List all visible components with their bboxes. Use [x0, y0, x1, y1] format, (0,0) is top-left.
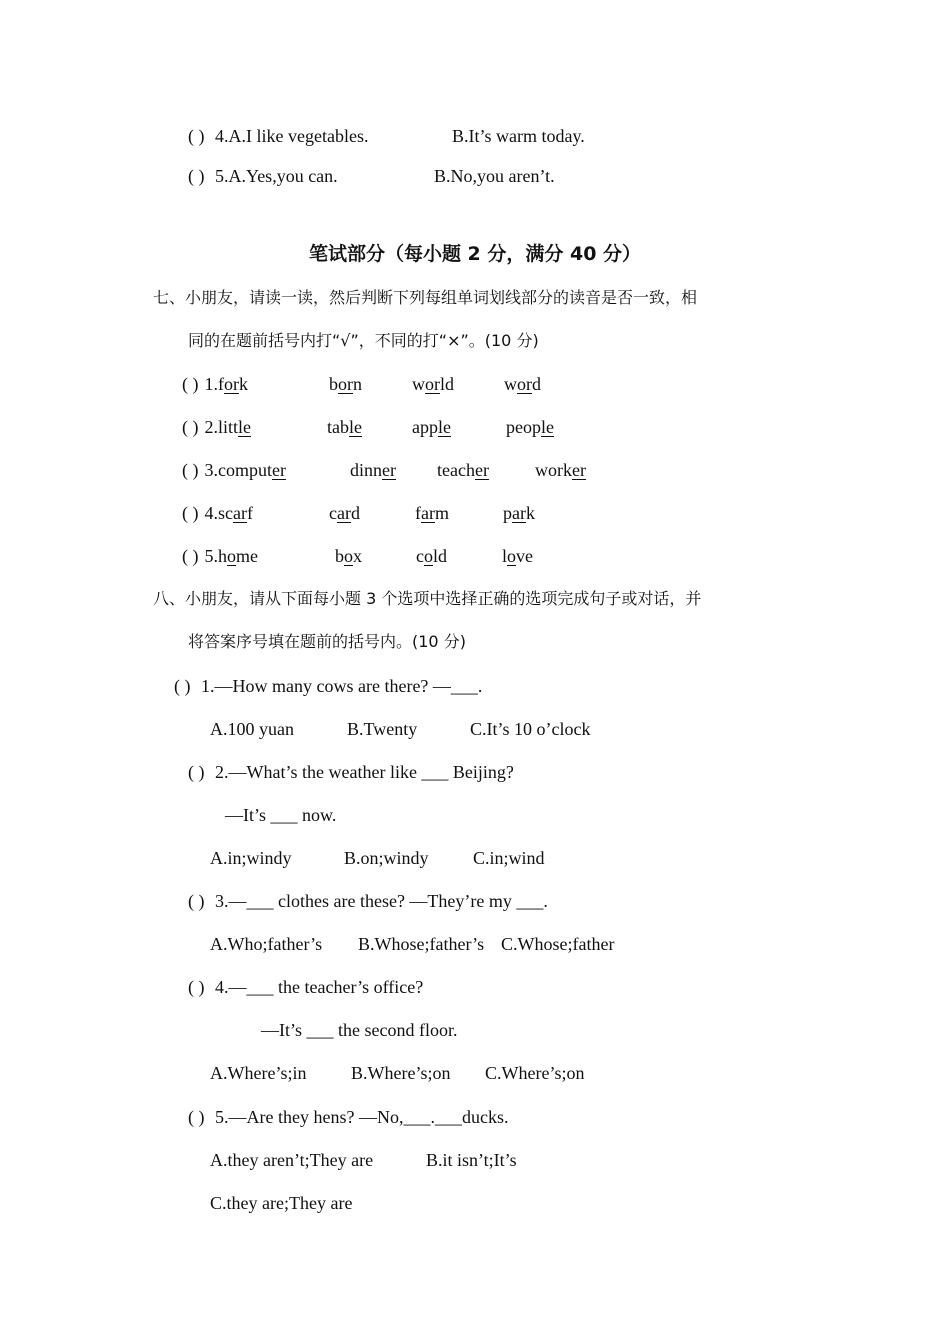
- section7-item-1-word-4: [504, 373, 541, 395]
- question-4-response: —It’s ___ the second floor.: [261, 1020, 458, 1040]
- underlined-letters: le: [541, 417, 554, 437]
- word: [415, 503, 449, 523]
- underlined-letters: ar: [421, 503, 435, 523]
- q4-option-b: B.Where’s;on: [351, 1063, 451, 1083]
- underlined-letters: or: [338, 374, 353, 394]
- question-2-response: —It’s ___ now.: [225, 805, 337, 825]
- word: [437, 460, 489, 480]
- listening-item-4-option-b: B.It’s warm today.: [452, 126, 585, 146]
- word-part: w: [504, 374, 517, 394]
- word-part: sc: [218, 503, 233, 523]
- answer-paren[interactable]: ( ): [182, 417, 199, 437]
- word: [412, 374, 454, 394]
- underlined-letters: er: [272, 460, 286, 480]
- word-part: n: [353, 374, 362, 394]
- word: [412, 417, 451, 437]
- word-part: dinn: [350, 460, 383, 480]
- section7-item-3-word-2: [350, 459, 396, 481]
- word: [327, 417, 362, 437]
- section7-item-4-word-4: [503, 502, 535, 524]
- underlined-letters: o: [344, 546, 353, 566]
- word-part: c: [416, 546, 424, 566]
- answer-paren[interactable]: ( ): [188, 166, 205, 186]
- q3-option-a: A.Who;father’s: [210, 934, 323, 954]
- section7-item-2-word-4: [506, 416, 554, 438]
- q1-option-a: A.100 yuan: [210, 719, 294, 739]
- question-5: [188, 1106, 508, 1128]
- word: [218, 503, 253, 523]
- answer-paren[interactable]: ( ): [182, 546, 199, 566]
- section7-item-4: [182, 502, 253, 524]
- word: [218, 546, 258, 566]
- item-number: 2.: [204, 417, 218, 437]
- section7-item-1-word-3: [412, 373, 454, 395]
- answer-paren[interactable]: ( ): [188, 762, 205, 782]
- section7-item-3-word-4: [535, 459, 586, 481]
- word: [218, 417, 251, 437]
- underlined-letters: ar: [512, 503, 526, 523]
- underlined-letters: er: [572, 460, 586, 480]
- question-text: 4.—___ the teacher’s office?: [215, 977, 424, 997]
- word-part: x: [353, 546, 362, 566]
- q5-option-c: C.they are;They are: [210, 1193, 353, 1213]
- word-part: teach: [437, 460, 475, 480]
- word-part: f: [246, 503, 253, 523]
- word: [335, 546, 362, 566]
- q2-option-b: B.on;windy: [344, 848, 429, 868]
- q3-option-c: C.Whose;father: [501, 934, 615, 954]
- underlined-letters: or: [224, 374, 239, 394]
- section7-instruction-line2: 同的在题前括号内打“√”，不同的打“×”。(10 分): [188, 331, 539, 350]
- question-3: [188, 890, 548, 912]
- q1-option-c: C.It’s 10 o’clock: [470, 719, 591, 739]
- word-part: d: [350, 503, 360, 523]
- q2-option-a: A.in;windy: [210, 848, 292, 868]
- word-part: f: [218, 374, 224, 394]
- word-part: tab: [327, 417, 349, 437]
- q5-option-a: A.they aren’t;They are: [210, 1150, 374, 1170]
- word-part: l: [502, 546, 508, 566]
- option-a: A.I like vegetables.: [228, 126, 369, 146]
- underlined-letters: or: [425, 374, 440, 394]
- word-part: c: [329, 503, 337, 523]
- word-part: d: [532, 374, 541, 394]
- answer-paren[interactable]: ( ): [188, 126, 205, 146]
- word: [329, 374, 362, 394]
- item-number: 5.: [215, 166, 229, 186]
- section8-instruction-line1: 八、小朋友，请从下面每小题 3 个选项中选择正确的选项完成句子或对话，并: [153, 589, 702, 608]
- underlined-letters: o: [227, 546, 236, 566]
- underlined-letters: le: [438, 417, 451, 437]
- underlined-letters: er: [382, 460, 396, 480]
- section7-item-5-word-2: [335, 545, 362, 567]
- word-part: k: [525, 503, 535, 523]
- word-part: k: [239, 374, 248, 394]
- word: [502, 546, 533, 566]
- word-part: w: [412, 374, 425, 394]
- underlined-letters: o: [507, 546, 517, 566]
- word-part: ve: [516, 546, 534, 566]
- word-part: ld: [440, 374, 455, 394]
- question-1: [174, 675, 482, 697]
- listening-item-4: [188, 125, 368, 147]
- section7-instruction-line1: 七、小朋友，请读一读，然后判断下列每组单词划线部分的读音是否一致，相: [153, 288, 698, 307]
- underlined-letters: le: [349, 417, 362, 437]
- listening-item-5-option-b: B.No,you aren’t.: [434, 166, 555, 186]
- word-part: peop: [506, 417, 541, 437]
- word: [218, 374, 248, 394]
- word-part: m: [434, 503, 449, 523]
- underlined-letters: ar: [337, 503, 351, 523]
- q4-option-a: A.Where’s;in: [210, 1063, 307, 1083]
- word-part: f: [415, 503, 421, 523]
- section7-item-5: [182, 545, 258, 567]
- question-text: 1.—How many cows are there? —___.: [201, 676, 483, 696]
- item-number: 1.: [204, 374, 218, 394]
- word-part: b: [329, 374, 338, 394]
- item-number: 4.: [215, 126, 229, 146]
- written-section-title: 笔试部分（每小题 2 分，满分 40 分）: [308, 243, 642, 265]
- question-text: 3.—___ clothes are these? —They’re my ___.: [215, 891, 548, 911]
- underlined-letters: le: [238, 417, 252, 437]
- section7-item-2-word-2: [327, 416, 362, 438]
- word-part: work: [535, 460, 572, 480]
- word: [535, 460, 586, 480]
- q1-option-b: B.Twenty: [347, 719, 418, 739]
- word-part: app: [412, 417, 438, 437]
- word-part: litt: [218, 417, 239, 437]
- word: [506, 417, 554, 437]
- word: [416, 546, 447, 566]
- answer-paren[interactable]: ( ): [188, 891, 205, 911]
- answer-paren[interactable]: ( ): [182, 503, 199, 523]
- q4-option-c: C.Where’s;on: [485, 1063, 585, 1083]
- word: [504, 374, 541, 394]
- word-part: ld: [433, 546, 448, 566]
- item-number: 4.: [204, 503, 218, 523]
- underlined-letters: ar: [233, 503, 247, 523]
- answer-paren[interactable]: ( ): [188, 1107, 205, 1127]
- section7-item-1: [182, 373, 248, 395]
- section7-item-5-word-3: [416, 545, 447, 567]
- item-number: 5.: [204, 546, 218, 566]
- section7-item-2: [182, 416, 251, 438]
- section7-item-4-word-2: [329, 502, 360, 524]
- item-number: 3.: [204, 460, 218, 480]
- listening-item-5: [188, 165, 338, 187]
- word-part: h: [218, 546, 227, 566]
- word: [350, 460, 396, 480]
- option-a: A.Yes,you can.: [228, 166, 338, 186]
- question-4: [188, 976, 423, 998]
- question-text: 2.—What’s the weather like ___ Beijing?: [215, 762, 514, 782]
- word: [218, 460, 286, 480]
- section7-item-3: [182, 459, 286, 481]
- underlined-letters: o: [424, 546, 433, 566]
- section7-item-4-word-3: [415, 502, 449, 524]
- section7-item-5-word-4: [502, 545, 533, 567]
- section8-instruction-line2: 将答案序号填在题前的括号内。(10 分): [188, 632, 466, 651]
- q5-option-b: B.it isn’t;It’s: [426, 1150, 517, 1170]
- word-part: comput: [218, 460, 272, 480]
- word-part: p: [503, 503, 512, 523]
- underlined-letters: er: [474, 460, 489, 480]
- answer-paren[interactable]: ( ): [174, 676, 191, 696]
- word-part: me: [236, 546, 258, 566]
- answer-paren[interactable]: ( ): [182, 374, 199, 394]
- q2-option-c: C.in;wind: [473, 848, 545, 868]
- section7-item-3-word-3: [437, 459, 489, 481]
- section7-item-2-word-3: [412, 416, 451, 438]
- word: [329, 503, 360, 523]
- word-part: b: [335, 546, 344, 566]
- answer-paren[interactable]: ( ): [188, 977, 205, 997]
- question-text: 5.—Are they hens? —No,___.___ducks.: [215, 1107, 509, 1127]
- question-2: [188, 761, 514, 783]
- underlined-letters: or: [517, 374, 532, 394]
- section7-item-1-word-2: [329, 373, 362, 395]
- q3-option-b: B.Whose;father’s: [358, 934, 485, 954]
- word: [503, 503, 535, 523]
- answer-paren[interactable]: ( ): [182, 460, 199, 480]
